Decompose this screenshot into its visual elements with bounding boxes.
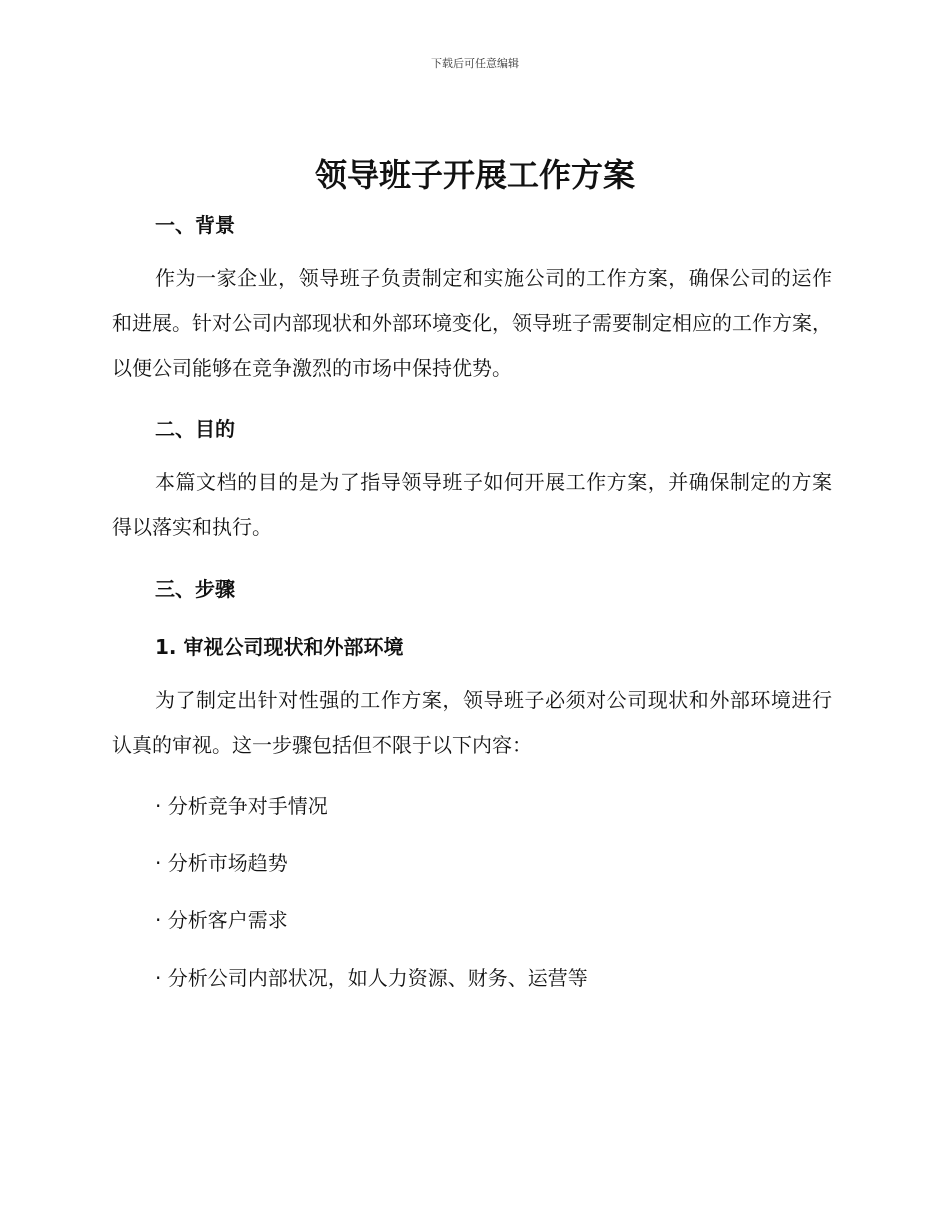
document-title: 领导班子开展工作方案: [314, 156, 635, 194]
list-item: · 分析公司内部状况，如人力资源、财务、运营等: [155, 966, 588, 990]
header-note: 下载后可任意编辑: [431, 57, 519, 70]
paragraph-purpose: 本篇文档的目的是为了指导领导班子如何开展工作方案，并确保制定的方案得以落实和执行。: [112, 470, 832, 539]
section-heading-purpose: 二、目的: [155, 417, 235, 441]
step1-heading: 1. 审视公司现状和外部环境: [155, 635, 404, 659]
paragraph-background: 作为一家企业，领导班子负责制定和实施公司的工作方案，确保公司的运作和进展。针对公司内部现状和外部环境变化，领导班子需要制定相应的工作方案，以便公司能够在竞争激烈的市场中保持优势。: [112, 266, 832, 380]
paragraph-step1: 为了制定出针对性强的工作方案，领导班子必须对公司现状和外部环境进行认真的审视。这一步骤包括但不限于以下内容：: [112, 688, 832, 757]
list-item: · 分析竞争对手情况: [155, 794, 328, 818]
list-item: · 分析市场趋势: [155, 851, 288, 875]
section-heading-steps: 三、步骤: [155, 577, 235, 601]
list-item: · 分析客户需求: [155, 908, 288, 932]
section-heading-background: 一、背景: [155, 213, 235, 237]
